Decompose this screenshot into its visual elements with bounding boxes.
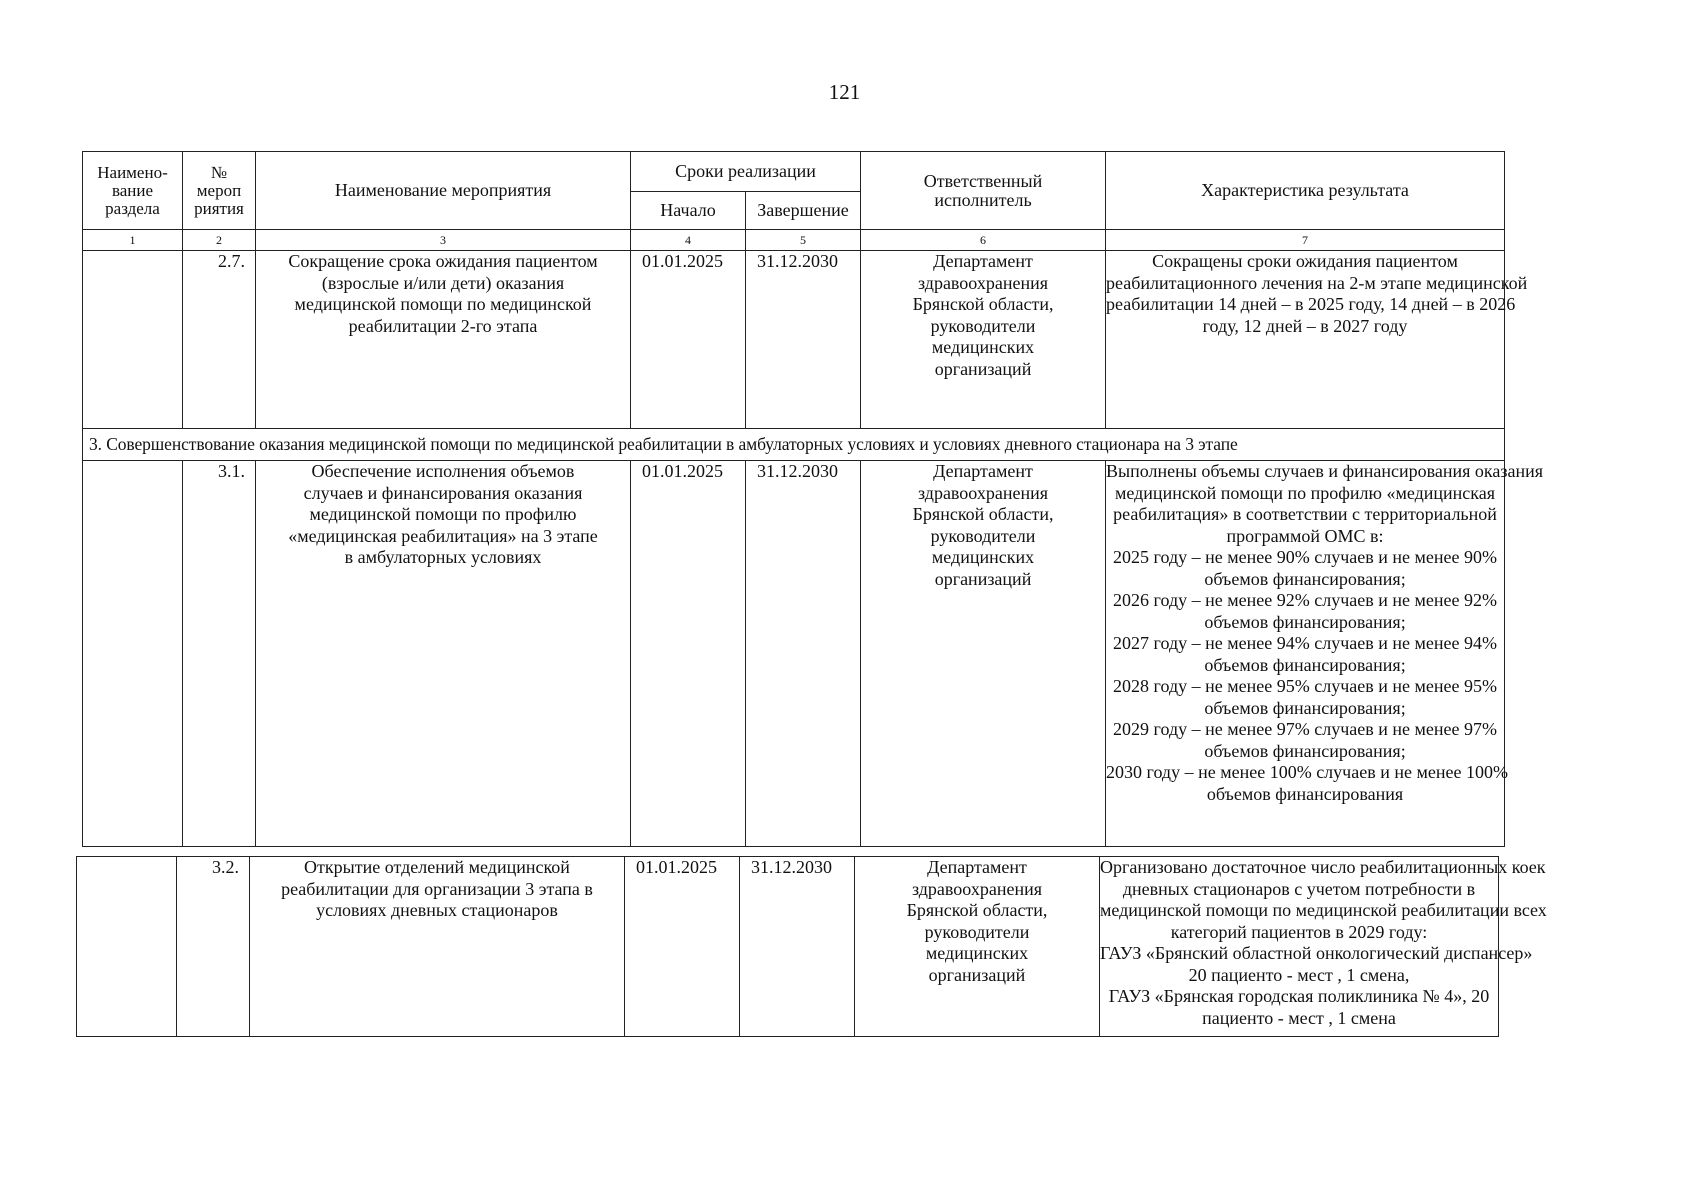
column-number: 1 [83,230,183,251]
column-number: 7 [1106,230,1505,251]
activity-number: 3.1. [183,461,256,847]
activity-number: 3.2. [177,857,250,1037]
column-number-row [83,230,1505,251]
table-row [83,251,1505,429]
end-date: 31.12.2030 [740,857,855,1037]
end-date: 31.12.2030 [746,251,861,429]
responsible: Департамент здравоохранения Брянской области, руководители медицинских организаций [861,251,1106,429]
column-number: 5 [746,230,861,251]
activity-number: 2.7. [183,251,256,429]
section-title-row [83,429,1505,461]
header-start: Начало [631,192,746,230]
column-number: 2 [183,230,256,251]
table-row [83,461,1505,847]
section-cell-empty [77,857,177,1037]
responsible: Департамент здравоохранения Брянской области, руководители медицинских организаций [855,857,1100,1037]
table-row [77,857,1499,1037]
header-activity-number: № мероп риятия [183,152,256,230]
activity-name: Сокращение срока ожидания пациентом (взрослые и/или дети) оказания медицинской помощи по медицинской реабилитации 2-го этапа [256,251,631,429]
start-date: 01.01.2025 [631,251,746,429]
header-end: Завершение [746,192,861,230]
header-activity-name: Наименование мероприятия [256,152,631,230]
column-number: 3 [256,230,631,251]
start-date: 01.01.2025 [625,857,740,1037]
result: Сокращены сроки ожидания пациентом реабилитационного лечения на 2-м этапе медицинской реабилитации 14 дней – в 2025 году, 14 дней – в 2026 году, 12 дней – в 2027 году [1106,251,1505,429]
result: Выполнены объемы случаев и финансирования оказания медицинской помощи по профилю «медицинская реабилитация» в соответствии с территориальной программой ОМС в: 2025 году – не менее 90% случаев и не менее 90% объемов финансирования; 2026 году – не менее 92% случаев и не менее 92% объемов финансирования; 2027 году – не менее 94% случаев и не менее 94% объемов финансирования; 2028 году – не менее 95% случаев и не менее 95% объемов финансирования; 2029 году – не менее 97% случаев и не менее 97% объемов финансирования; 2030 году – не менее 100% случаев и не менее 100% объемов финансирования [1106,461,1505,847]
activities-table-top [82,151,1544,847]
header-timeframe: Сроки реализации [631,152,861,192]
column-number: 6 [861,230,1106,251]
header-result: Характеристика результата [1106,152,1505,230]
section-cell-empty [83,251,183,429]
end-date: 31.12.2030 [746,461,861,847]
section-3-title: 3. Совершенствование оказания медицинской помощи по медицинской реабилитации в амбулаторных условиях и условиях дневного стационара на 3 этапе [83,429,1505,461]
result: Организовано достаточное число реабилитационных коек дневных стационаров с учетом потребности в медицинской помощи по медицинской реабилитации всех категорий пациентов в 2029 году: ГАУЗ «Брянский областной онкологический диспансер» 20 пациенто - мест , 1 смена, ГАУЗ «Брянская городская поликлиника № 4», 20 пациенто - мест , 1 смена [1100,857,1499,1037]
header-responsible: Ответственный исполнитель [861,152,1106,230]
start-date: 01.01.2025 [631,461,746,847]
responsible: Департамент здравоохранения Брянской области, руководители медицинских организаций [861,461,1106,847]
header-section-name: Наимено- вание раздела [83,152,183,230]
section-cell-empty [83,461,183,847]
activities-table-bottom [76,856,1547,1037]
activity-name: Открытие отделений медицинской реабилитации для организации 3 этапа в условиях дневных стационаров [250,857,625,1037]
activity-name: Обеспечение исполнения объемов случаев и финансирования оказания медицинской помощи по профилю «медицинская реабилитация» на 3 этапе в амбулаторных условиях [256,461,631,847]
column-number: 4 [631,230,746,251]
page-number: 121 [828,80,861,104]
